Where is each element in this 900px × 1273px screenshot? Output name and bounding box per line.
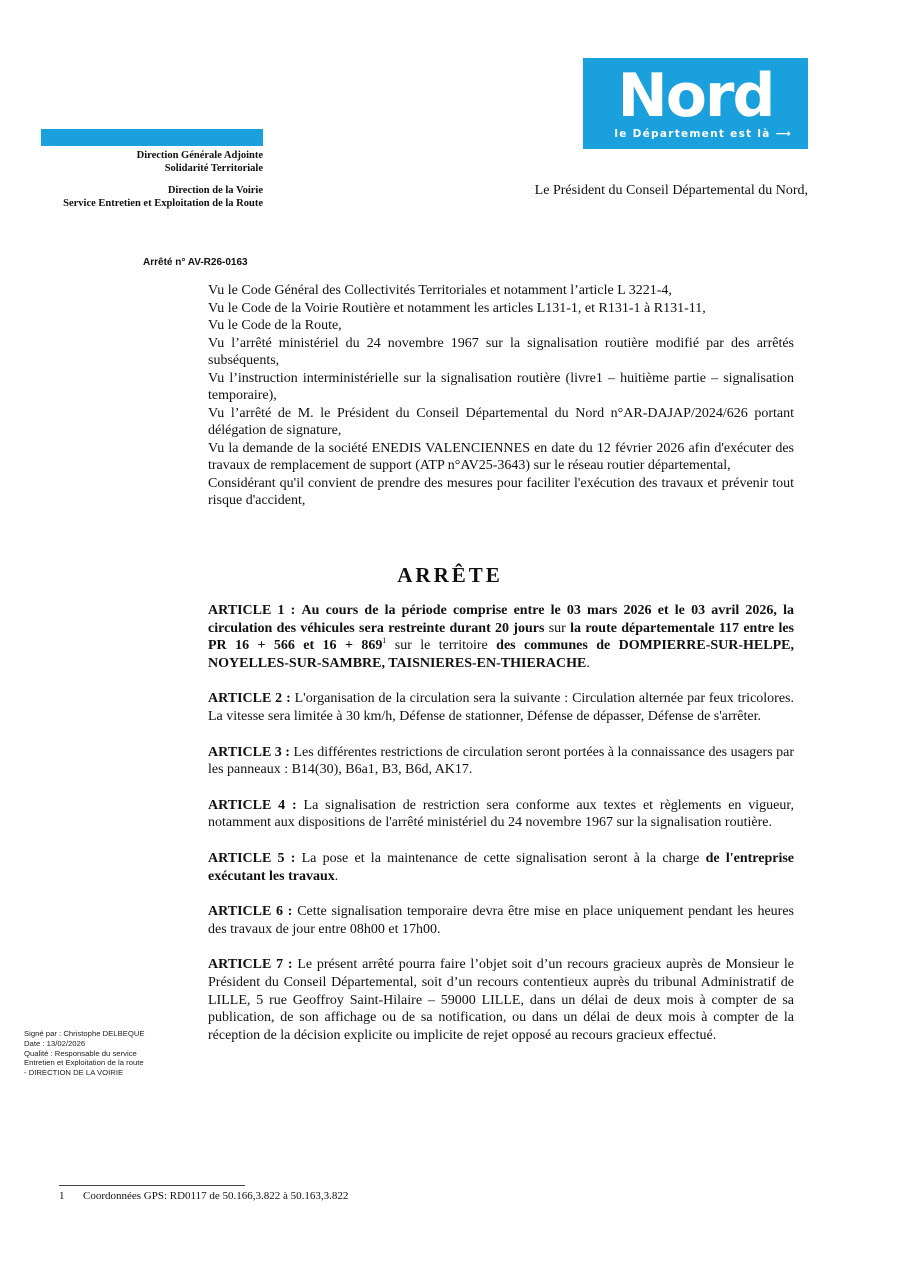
signature-block — [24, 1029, 194, 1078]
visa-item: Vu l’arrêté ministériel du 24 novembre 1967 sur la signalisation routière modifié par des arrêtés subséquents, — [208, 335, 794, 368]
article-6 — [208, 903, 794, 938]
header-blue-bar — [41, 129, 263, 146]
article-1-text-3: . — [586, 655, 590, 671]
article-1 — [208, 602, 794, 672]
dept-line-2: Solidarité Territoriale — [164, 162, 263, 174]
signature-line-3: Qualité : Responsable du service — [24, 1048, 137, 1058]
article-2-text: L'organisation de la circulation sera la suivante : Circulation alternée par feux tricolores. La vitesse sera limitée à 30 km/h, Défense de stationner, Défense de dépasser, Défense de s'arrêter. — [208, 691, 794, 724]
footnote-separator — [59, 1185, 245, 1186]
visa-item: Considérant qu'il convient de prendre des mesures pour faciliter l'exécution des travaux et prévenir tout risque d'accident, — [208, 475, 794, 508]
visa-item: Vu le Code Général des Collectivités Territoriales et notamment l’article L 3221-4, — [208, 283, 672, 298]
visa-item: Vu le Code de la Voirie Routière et notamment les articles L131-1, et R131-1 à R131-11, — [208, 300, 706, 316]
signature-line-4: Entretien et Exploitation de la route — [24, 1058, 144, 1068]
article-1-text-1: sur — [548, 620, 566, 636]
article-5-bold: de l'entreprise exécutant les travaux — [208, 850, 794, 884]
footnote — [59, 1190, 348, 1202]
article-1-bold-1: Au cours de la période comprise entre le 03 mars 2026 et le 03 avril 2026, la circulation des véhicules sera restreinte durant 20 jours — [208, 603, 795, 636]
dept-line-4: Service Entretien et Exploitation de la Route — [63, 197, 263, 209]
footnote-ref: 1 — [382, 636, 387, 646]
article-4-text: La signalisation de restriction sera conforme aux textes et règlements en vigueur, notamment aux dispositions de l'arrêté ministériel du 24 novembre 1967 sur la signalisation routière. — [208, 797, 794, 831]
article-3-label: ARTICLE 3 : — [208, 744, 290, 760]
footnote-text: Coordonnées GPS: RD0117 de 50.166,3.822 à 50.163,3.822 — [83, 1190, 349, 1202]
logo-tagline: le Département est là ⟶ — [614, 128, 792, 140]
dept-line-1: Direction Générale Adjointe — [136, 150, 263, 161]
article-7 — [208, 956, 794, 1044]
president-heading: Le Président du Conseil Départemental du Nord, — [534, 183, 808, 198]
arrete-title: ARRÊTE — [397, 563, 503, 587]
article-5-end: . — [334, 868, 339, 884]
article-5-label: ARTICLE 5 : — [208, 850, 296, 866]
article-1-text-2: sur le territoire — [394, 638, 488, 654]
article-5-text: La pose et la maintenance de cette signalisation seront à la charge — [301, 850, 700, 866]
article-7-text: Le présent arrêté pourra faire l’objet soit d’un recours gracieux auprès de Monsieur le Président du Conseil Départemental, soit d’un recours contentieux auprès du tribunal Administratif de LILLE, 5 rue Geoffroy Saint-Hilaire – 59000 LILLE, dans un délai de deux mois à compter de sa publication, de son affichage ou de sa notification, ou dans un délai de deux mois à compter de la réception de la décision explicite ou implicite de rejet opposé au recours gracieux effectué. — [208, 957, 795, 1043]
article-2 — [208, 690, 794, 725]
nord-logo — [583, 58, 808, 149]
article-2-label: ARTICLE 2 : — [208, 691, 291, 707]
signature-line-2: Date : 13/02/2026 — [24, 1038, 86, 1048]
visa-item: Vu l’arrêté de M. le Président du Conseil Départemental du Nord n°AR-DAJAP/2024/626 portant délégation de signature, — [208, 405, 794, 438]
dept-line-3: Direction de la Voirie — [167, 185, 263, 196]
article-7-label: ARTICLE 7 : — [208, 957, 293, 973]
article-3 — [208, 744, 794, 779]
visa-item: Vu le Code de la Route, — [208, 318, 342, 333]
signature-line-1: Signé par : Christophe DELBEQUE — [24, 1029, 145, 1038]
visa-item: Vu l’instruction interministérielle sur la signalisation routière (livre1 – huitième partie – signalisation temporaire), — [208, 370, 794, 403]
visa-item: Vu la demande de la société ENEDIS VALENCIENNES en date du 12 février 2026 afin d'exécuter des travaux de remplacement de support (ATP n°AV25-3643) sur le réseau routier départemental, — [208, 440, 794, 473]
article-6-text: Cette signalisation temporaire devra être mise en place uniquement pendant les heures des travaux de jour entre 08h00 et 17h00. — [208, 904, 795, 937]
article-5 — [208, 850, 794, 885]
article-6-label: ARTICLE 6 : — [208, 904, 293, 920]
article-4-label: ARTICLE 4 : — [208, 797, 297, 813]
articles — [208, 602, 794, 1062]
footnote-number: 1 — [59, 1190, 65, 1202]
article-4 — [208, 797, 794, 832]
arrete-number: Arrêté n° AV-R26-0163 — [143, 257, 248, 268]
signature-line-5: - DIRECTION DE LA VOIRIE — [24, 1068, 124, 1078]
logo-title: Nord — [617, 61, 774, 131]
article-3-text: Les différentes restrictions de circulation seront portées à la connaissance des usagers par les panneaux : B14(30), B6a1, B3, B6d, AK17. — [208, 744, 795, 778]
article-1-label: ARTICLE 1 : — [208, 603, 296, 618]
department-block — [20, 150, 263, 210]
article-1-bold-2: la route départementale 117 entre les PR 16 + 566 et 16 + 869 — [208, 620, 795, 654]
article-1-bold-3: des communes de DOMPIERRE-SUR-HELPE, NOYELLES-SUR-SAMBRE, TAISNIERES-EN-THIERACHE — [208, 638, 794, 671]
visas-list — [208, 282, 794, 510]
